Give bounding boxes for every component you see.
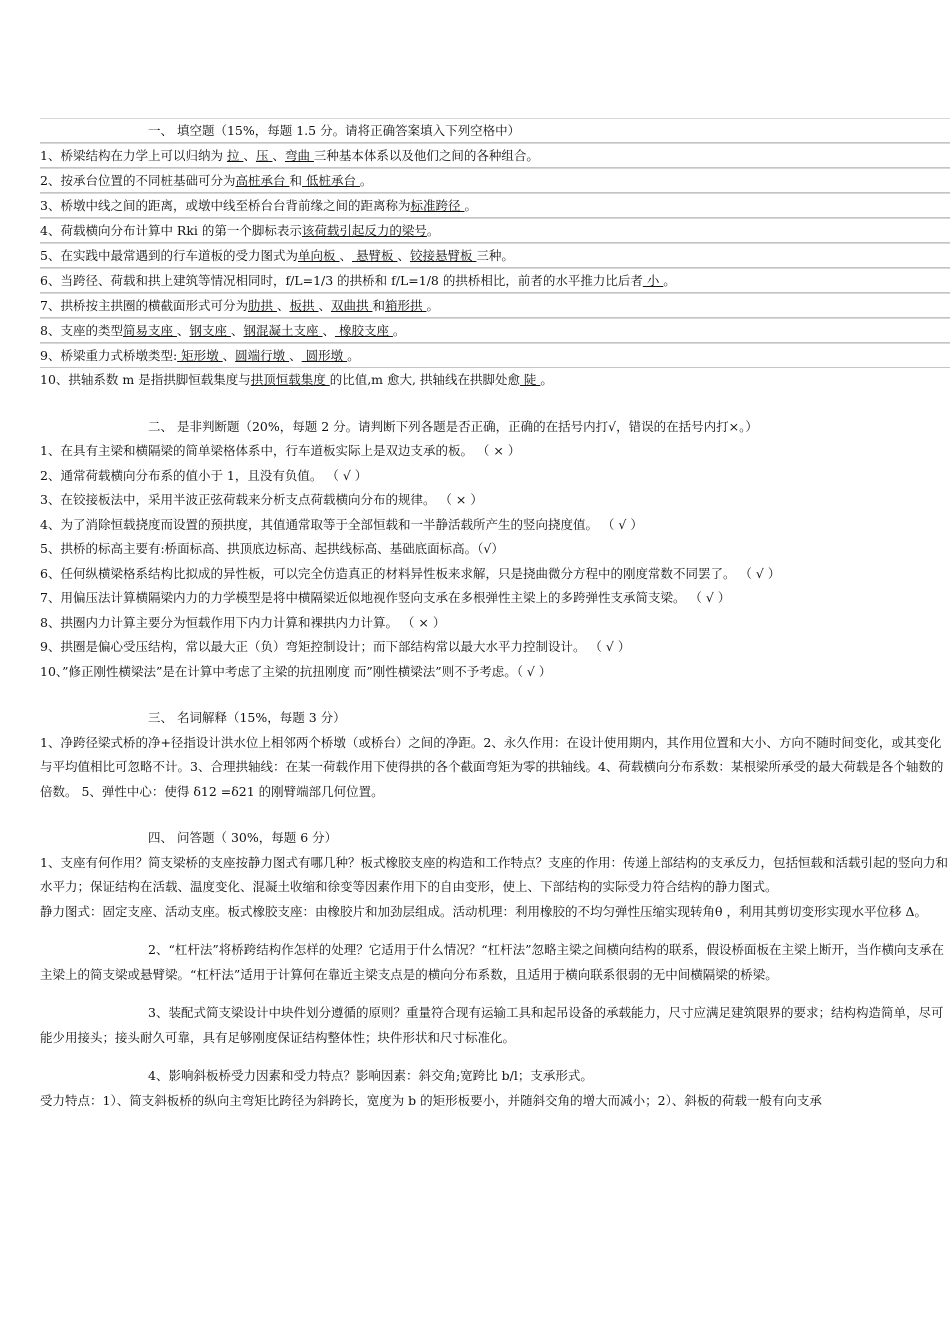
answer-blank: 圆形墩 bbox=[301, 348, 348, 363]
answer-q4-cont: 受力特点：1）、简支斜板桥的纵向主弯矩比跨径为斜跨长，宽度为 b 的矩形板要小，并随斜交角的增大而减小；2）、斜板的荷载一般有向支承 bbox=[40, 1092, 822, 1108]
fill-q4: 4、荷载横向分布计算中 Rki 的第一个脚标表示该荷载引起反力的梁号。 bbox=[40, 218, 950, 243]
answer-blank: 小 bbox=[642, 273, 664, 288]
answer-blank: 低桩承台 bbox=[301, 173, 360, 188]
answer-blank: 板拱 bbox=[289, 298, 319, 313]
judge-item: 4、为了消除恒载挠度而设置的预拱度，其值通常取等于全部恒载和一半静活载所产生的竖向挠度值。 （ √ ） bbox=[40, 516, 643, 532]
fill-q3: 3、桥墩中线之间的距离，或墩中线至桥台台背前缘之间的距离称为标准跨径 。 bbox=[40, 193, 950, 218]
answer-blank: 高桩承台 bbox=[235, 173, 290, 188]
answer-blank: 压 bbox=[255, 148, 273, 163]
answer-q1-cont: 静力图式：固定支座、活动支座。板式橡胶支座：由橡胶片和加劲层组成。活动机理：利用橡胶的不均匀弹性压缩实现转角θ ，利用其剪切变形实现水平位移 Δ。 bbox=[40, 903, 928, 919]
fill-q8: 8、支座的类型简易支座 、钢支座 、钢混凝土支座 、 橡胶支座 。 bbox=[40, 318, 950, 343]
answer-blank: 拉 bbox=[226, 148, 244, 163]
answer-blank: 单向板 bbox=[297, 248, 340, 263]
answer-blank: 悬臂板 bbox=[351, 248, 398, 263]
answer-q3: 3、装配式简支梁设计中块件划分遵循的原则？重量符合现有运输工具和起吊设备的承载能力，尺寸应满足建筑限界的要求；结构构造简单，尽可能少用接头；接头耐久可靠，具有足够刚度保证结构整体性；块件形状和尺寸标准化。 bbox=[40, 1005, 944, 1045]
judge-item: 9、拱圈是偏心受压结构，常以最大正（负）弯矩控制设计；而下部结构常以最大水平力控制设计。 （ √ ） bbox=[40, 639, 631, 654]
definitions-paragraph: 1、净跨径梁式桥的净+径指设计洪水位上相邻两个桥墩（或桥台）之间的净距。2、永久作用：在设计使用期内，其作用位置和大小、方向不随时间变化，或其变化与平均值相比可忽略不计。3、合理拱轴线：在某一荷载作用下使得拱的各个截面弯矩为零的拱轴线。4、荷载横向分布系数：某根梁所承受的最大荷载是各个轴数的倍数。 5、弹性中心：使得 δ12 =δ21 的刚臂端部几何位置。 bbox=[40, 734, 944, 799]
fill-q2: 2、按承台位置的不同桩基础可分为高桩承台 和 低桩承台 。 bbox=[40, 168, 950, 193]
fill-q6: 6、当跨径、荷载和拱上建筑等情况相同时，f/L=1/3 的拱桥和 f/L=1/8 的拱桥相比，前者的水平推力比后者 小 。 bbox=[40, 268, 950, 293]
section4-heading: 四、 问答题（ 30%，每题 6 分） bbox=[148, 830, 338, 845]
judge-item: 5、拱桥的标高主要有:桥面标高、拱顶底边标高、起拱线标高、基础底面标高。（√） bbox=[40, 541, 504, 556]
section3-heading: 三、 名词解释（15%，每题 3 分） bbox=[148, 710, 346, 725]
answer-blank: 陡 bbox=[519, 372, 541, 387]
answer-blank: 双曲拱 bbox=[330, 298, 373, 313]
answer-blank: 标准跨径 bbox=[410, 198, 465, 213]
answer-q4: 4、影响斜板桥受力因素和受力特点？影响因素：斜交角;宽跨比 b/l；支承形式。 bbox=[148, 1068, 593, 1083]
judge-item: 7、用偏压法计算横隔梁内力的力学模型是将中横隔梁近似地视作竖向支承在多根弹性主梁上的多跨弹性支承简支梁。 （ √ ） bbox=[40, 590, 731, 605]
section1-heading: 一、 填空题（15%，每题 1.5 分。请将正确答案填入下列空格中） bbox=[40, 118, 950, 143]
answer-blank: 简易支座 bbox=[122, 323, 177, 338]
answer-blank: 箱形拱 bbox=[384, 298, 427, 313]
judge-item: 2、通常荷载横向分布系的值小于 1，且没有负值。 （ √ ） bbox=[40, 467, 368, 483]
exam-document bbox=[40, 118, 950, 1113]
answer-blank: 拱顶恒载集度 bbox=[250, 372, 330, 387]
answer-q1: 1、支座有何作用？简支梁桥的支座按静力图式有哪几种？板式橡胶支座的构造和工作特点？支座的作用：传递上部结构的支承反力，包括恒载和活载引起的竖向力和水平力；保证结构在活载、温度变化、混凝土收缩和徐变等因素作用下的自由变形，使上、下部结构的实际受力符合结构的静力图式。 bbox=[40, 854, 948, 894]
answer-blank: 钢支座 bbox=[189, 323, 231, 338]
fill-q10: 10、拱轴系数 m 是指拱脚恒载集度与拱顶恒载集度 的比值,m 愈大, 拱轴线在拱脚处愈 陡 。 bbox=[40, 372, 553, 387]
fill-q5: 5、在实践中最常遇到的行车道板的受力图式为单向板 、 悬臂板 、铰接悬臂板 三种。 bbox=[40, 243, 950, 268]
answer-blank: 钢混凝土支座 bbox=[243, 323, 323, 338]
answer-q2: 2、“杠杆法”将桥跨结构作怎样的处理？它适用于什么情况？“杠杆法”忽略主梁之间横向结构的联系，假设桥面板在主梁上断开，当作横向支承在主梁上的简支梁或悬臂梁。“杠杆法”适用于计算何在靠近主梁支点是的横向分布系数，且适用于横向联系很弱的无中间横隔梁的桥梁。 bbox=[40, 942, 945, 982]
answer-blank: 圆端行墩 bbox=[235, 348, 290, 363]
answer-blank: 肋拱 bbox=[247, 298, 277, 313]
answer-blank: 弯曲 bbox=[284, 148, 314, 163]
judge-item: 6、任何纵横梁格系结构比拟成的异性板，可以完全仿造真正的材料异性板来求解，只是挠曲微分方程中的刚度常数不同罢了。 （ √ ） bbox=[40, 565, 781, 581]
fill-q7: 7、拱桥按主拱圈的横截面形式可分为肋拱 、板拱 、双曲拱 和箱形拱 。 bbox=[40, 293, 950, 318]
judge-item: 3、在铰接板法中，采用半波正弦荷载来分析支点荷载横向分布的规律。 （ × ） bbox=[40, 492, 483, 507]
judge-item: 10、”修正刚性横梁法”是在计算中考虑了主梁的抗扭刚度 而”刚性横梁法”则不予考虑。（ √ ） bbox=[40, 663, 552, 679]
answer-blank: 该荷载引起反力的梁号 bbox=[301, 223, 427, 238]
fill-q1: 1、桥梁结构在力学上可以归纳为 拉 、压 、弯曲 三种基本体系以及他们之间的各种组合。 bbox=[40, 143, 950, 168]
section2-heading: 二、 是非判断题（20%，每题 2 分。请判断下列各题是否正确，正确的在括号内打√，错误的在括号内打×。） bbox=[148, 418, 758, 434]
judge-item: 8、拱圈内力计算主要分为恒载作用下内力计算和裸拱内力计算。 （ × ） bbox=[40, 614, 446, 630]
fill-q9: 9、桥梁重力式桥墩类型: 矩形墩 、圆端行墩 、 圆形墩 。 bbox=[40, 343, 950, 368]
judge-item: 1、在具有主梁和横隔梁的简单梁格体系中，行车道板实际上是双边支承的板。 （ × ） bbox=[40, 443, 521, 458]
answer-blank: 矩形墩 bbox=[177, 348, 223, 363]
answer-blank: 橡胶支座 bbox=[334, 323, 393, 338]
answer-blank: 铰接悬臂板 bbox=[409, 248, 477, 263]
